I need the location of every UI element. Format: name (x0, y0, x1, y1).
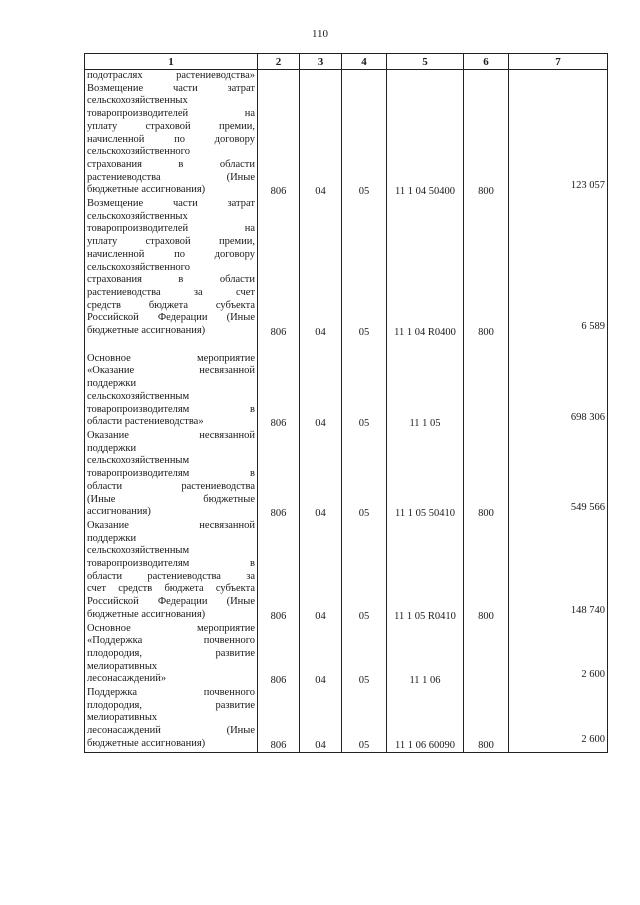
row-description (85, 198, 258, 339)
spacer-cell (387, 339, 464, 353)
table-row (85, 353, 608, 430)
section-code-text: 04 (315, 326, 326, 338)
description-line: страхования в области (87, 274, 255, 286)
description-line: растениеводства (Иные (87, 171, 255, 183)
amount-value-text: 698 306 (570, 411, 605, 423)
target-item-code (387, 520, 464, 623)
description-line: сельскохозяйственного (87, 261, 190, 273)
description-line: области растениеводства» (87, 416, 204, 428)
amount-value (509, 520, 608, 623)
description-line: растениеводства за счет (87, 286, 255, 298)
section-code (300, 430, 342, 520)
amount-value-text: 549 566 (570, 501, 605, 513)
gr-code-text: 806 (270, 186, 287, 198)
table-row (85, 623, 608, 688)
row-description (85, 353, 258, 430)
subsection-code-text: 05 (358, 610, 370, 622)
gr-code (258, 198, 300, 339)
subsection-code-text: 05 (358, 326, 370, 338)
header-col-7: 7 (509, 54, 608, 70)
description-line: Возмещение части затрат (87, 82, 255, 94)
expense-type-code-text: 800 (478, 186, 494, 198)
description-line: области растениеводства (87, 480, 255, 492)
description-line: поддержки (87, 532, 137, 544)
subsection-code (342, 70, 387, 199)
amount-value (509, 70, 608, 199)
gr-code (258, 70, 300, 199)
subsection-code-text: 05 (358, 186, 370, 198)
header-col-1: 1 (85, 54, 258, 70)
description-line: Основное мероприятие (87, 622, 255, 634)
section-code (300, 353, 342, 430)
budget-table (84, 53, 608, 753)
gr-code (258, 430, 300, 520)
section-code-text: 04 (315, 417, 326, 429)
description-line: уплату страховой премии, (87, 120, 255, 132)
gr-code (258, 623, 300, 688)
description-line: бюджетные ассигнования) (87, 608, 206, 620)
description-line: Возмещение части затрат (87, 198, 255, 210)
description-line: сельскохозяйственным (87, 455, 190, 467)
amount-value (509, 430, 608, 520)
row-description (85, 430, 258, 520)
section-code-text: 04 (315, 186, 326, 198)
row-description (85, 687, 258, 752)
expense-type-code (464, 198, 509, 339)
spacer-row (85, 339, 608, 353)
expense-type-code-text: 800 (478, 326, 494, 338)
description-line: мелиоративных (87, 660, 158, 672)
gr-code-text: 806 (270, 610, 287, 622)
description-line: страхования в области (87, 158, 255, 170)
description-line: поддержки (87, 442, 137, 454)
section-code (300, 198, 342, 339)
description-line: лесонасаждений» (87, 673, 167, 685)
subsection-code-text: 05 (358, 675, 370, 687)
amount-value-text: 148 740 (570, 604, 605, 616)
section-code-text: 04 (315, 507, 326, 519)
row-description (85, 623, 258, 688)
amount-value (509, 623, 608, 688)
subsection-code-text: 05 (358, 507, 370, 519)
gr-code (258, 353, 300, 430)
target-item-code-text: 11 1 05 50410 (395, 507, 455, 519)
description-line: начисленной по договору (87, 248, 255, 260)
spacer-cell (85, 339, 258, 353)
amount-value (509, 687, 608, 752)
header-col-4: 4 (342, 54, 387, 70)
description-line: счет средств бюджета субъекта (87, 583, 255, 595)
subsection-code (342, 687, 387, 752)
amount-value (509, 353, 608, 430)
amount-value (509, 198, 608, 339)
target-item-code-text: 11 1 04 R0400 (394, 326, 456, 338)
spacer-cell (464, 339, 509, 353)
description-line: Оказание несвязанной (87, 429, 255, 441)
row-description (85, 70, 258, 199)
description-line: сельскохозяйственным (87, 390, 190, 402)
expense-type-code-text: 800 (478, 739, 494, 751)
description-line: лесонасаждений (Иные (87, 725, 255, 737)
description-line: «Поддержка почвенного (87, 635, 255, 647)
target-item-code-text: 11 1 05 (409, 417, 441, 429)
description-line: плодородия, развитие (87, 647, 255, 659)
expense-type-code (464, 70, 509, 199)
description-line: бюджетные ассигнования) (87, 737, 206, 749)
expense-type-code (464, 353, 509, 430)
table-row (85, 70, 608, 199)
row-description (85, 520, 258, 623)
description-line: товаропроизводителям в (87, 468, 255, 480)
description-line: подотраслях растениеводства» (87, 70, 255, 81)
expense-type-code (464, 623, 509, 688)
description-line: уплату страховой премии, (87, 236, 255, 248)
target-item-code (387, 353, 464, 430)
section-code (300, 687, 342, 752)
description-line: Основное мероприятие (87, 352, 255, 364)
description-line: Российской Федерации (Иные (87, 312, 255, 324)
table-header-row (85, 54, 608, 70)
header-col-6: 6 (464, 54, 509, 70)
description-line: бюджетные ассигнования) (87, 184, 206, 196)
amount-value-text: 123 057 (570, 180, 605, 192)
amount-value-text: 2 600 (581, 733, 605, 745)
section-code (300, 520, 342, 623)
gr-code-text: 806 (270, 739, 287, 751)
subsection-code (342, 198, 387, 339)
gr-code-text: 806 (270, 326, 287, 338)
description-line: товаропроизводителям в (87, 403, 255, 415)
target-item-code (387, 70, 464, 199)
header-col-3: 3 (300, 54, 342, 70)
description-line: Оказание несвязанной (87, 519, 255, 531)
subsection-code (342, 353, 387, 430)
table-row (85, 198, 608, 339)
expense-type-code (464, 430, 509, 520)
page-number: 110 (311, 28, 329, 40)
expense-type-code (464, 687, 509, 752)
target-item-code-text: 11 1 05 R0410 (394, 610, 456, 622)
expense-type-code-text: 800 (478, 507, 494, 519)
description-line: начисленной по договору (87, 133, 255, 145)
spacer-cell (342, 339, 387, 353)
gr-code (258, 687, 300, 752)
gr-code-text: 806 (270, 675, 287, 687)
description-line: Поддержка почвенного (87, 687, 255, 699)
description-line: мелиоративных (87, 712, 158, 724)
description-line: товаропроизводителей на (87, 223, 255, 235)
description-line: бюджетные ассигнования) (87, 325, 206, 337)
description-line: сельскохозяйственным (87, 545, 190, 557)
expense-type-code (464, 520, 509, 623)
table-row (85, 687, 608, 752)
table-row (85, 520, 608, 623)
target-item-code-text: 11 1 06 (409, 675, 441, 687)
header-col-2: 2 (258, 54, 300, 70)
description-line: плодородия, развитие (87, 699, 255, 711)
description-line: «Оказание несвязанной (87, 365, 255, 377)
subsection-code-text: 05 (358, 417, 370, 429)
subsection-code (342, 430, 387, 520)
subsection-code-text: 05 (358, 739, 370, 751)
description-line: области растениеводства за (87, 570, 255, 582)
section-code (300, 623, 342, 688)
section-code-text: 04 (315, 739, 326, 751)
description-line: (Иные бюджетные (87, 493, 255, 505)
spacer-cell (258, 339, 300, 353)
target-item-code-text: 11 1 06 60090 (395, 739, 455, 751)
section-code-text: 04 (315, 610, 326, 622)
description-line: ассигнования) (87, 506, 151, 518)
subsection-code (342, 623, 387, 688)
subsection-code (342, 520, 387, 623)
target-item-code (387, 623, 464, 688)
description-line: сельскохозяйственного (87, 146, 190, 158)
gr-code-text: 806 (270, 417, 287, 429)
target-item-code-text: 11 1 04 50400 (395, 186, 455, 198)
table-row (85, 430, 608, 520)
section-code-text: 04 (315, 675, 326, 687)
description-line: товаропроизводителям в (87, 558, 255, 570)
section-code (300, 70, 342, 199)
amount-value-text: 6 589 (581, 320, 605, 332)
description-line: товаропроизводителей на (87, 108, 255, 120)
description-line: поддержки (87, 378, 137, 390)
header-col-5: 5 (387, 54, 464, 70)
amount-value-text: 2 600 (581, 669, 605, 681)
description-line: Российской Федерации (Иные (87, 596, 255, 608)
description-line: средств бюджета субъекта (87, 299, 255, 311)
spacer-cell (300, 339, 342, 353)
gr-code (258, 520, 300, 623)
target-item-code (387, 430, 464, 520)
description-line: сельскохозяйственных (87, 95, 188, 107)
gr-code-text: 806 (270, 507, 287, 519)
target-item-code (387, 198, 464, 339)
target-item-code (387, 687, 464, 752)
expense-type-code-text: 800 (478, 610, 494, 622)
description-line: сельскохозяйственных (87, 210, 188, 222)
spacer-cell (509, 339, 608, 353)
